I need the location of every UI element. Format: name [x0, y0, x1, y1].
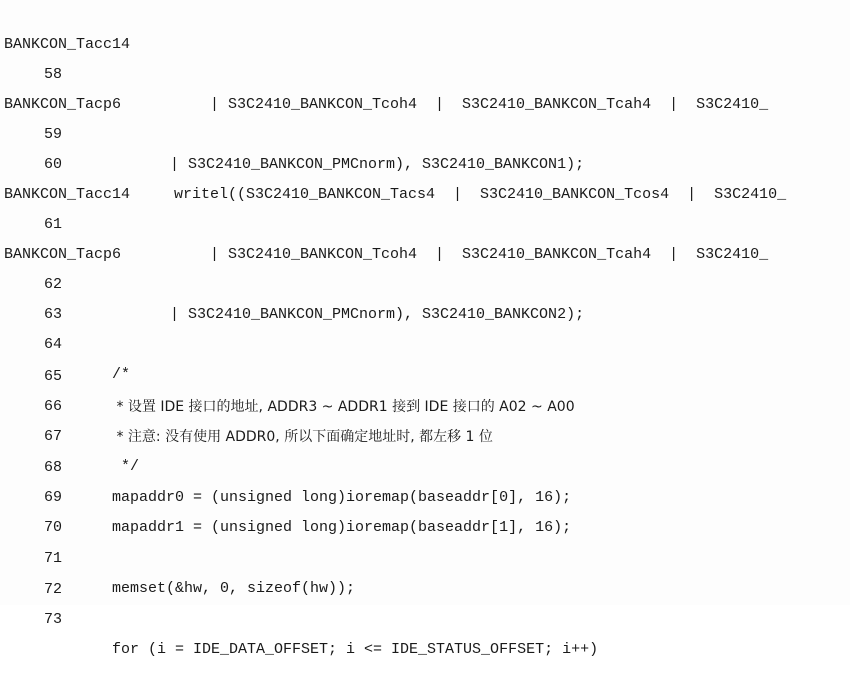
wrapped-text: BANKCON_Tacc14 [4, 186, 131, 203]
code-text: */ [112, 458, 140, 475]
line-number: 59 [44, 126, 63, 143]
line-number: 65 [44, 368, 63, 385]
line-number: 70 [44, 519, 63, 536]
comment-text: * 设置 IDE 接口的地址, ADDR3 ~ ADDR1 接到 IDE 接口的 A02 ~ A00 [112, 399, 575, 415]
code-text: memset(&hw, 0, sizeof(hw)); [112, 580, 356, 597]
line-number: 60 [44, 156, 63, 173]
comment-text: * 注意: 没有使用 ADDR0, 所以下面确定地址时, 都左移 1 位 [112, 429, 493, 445]
code-text: | S3C2410_BANKCON_PMCnorm), S3C2410_BANKCON1); [170, 156, 585, 173]
code-text: | S3C2410_BANKCON_Tcoh4 | S3C2410_BANKCON_Tcah4 | S3C2410_ [210, 246, 769, 263]
code-text: mapaddr1 = (unsigned long)ioremap(baseaddr[1], 16); [112, 519, 572, 536]
line-number: 62 [44, 276, 63, 293]
line-number: 66 [44, 398, 63, 415]
line-number: 58 [44, 66, 63, 83]
code-text: | S3C2410_BANKCON_PMCnorm), S3C2410_BANKCON2); [170, 306, 585, 323]
line-number: 72 [44, 581, 63, 598]
line-number: 67 [44, 428, 63, 445]
wrapped-text: BANKCON_Tacc14 [4, 36, 131, 53]
line-number: 68 [44, 459, 63, 476]
wrapped-text: BANKCON_Tacp6 [4, 246, 122, 263]
line-number: 64 [44, 336, 63, 353]
code-text: /* [112, 366, 131, 383]
wrapped-text: BANKCON_Tacp6 [4, 96, 122, 113]
code-text: for (i = IDE_DATA_OFFSET; i <= IDE_STATUS_OFFSET; i++) [112, 641, 599, 658]
line-number: 73 [44, 611, 63, 628]
line-number: 63 [44, 306, 63, 323]
line-number: 69 [44, 489, 63, 506]
code-line-73 [0, 575, 850, 658]
code-text: mapaddr0 = (unsigned long)ioremap(baseaddr[0], 16); [112, 489, 572, 506]
code-text: writel((S3C2410_BANKCON_Tacs4 | S3C2410_BANKCON_Tcos4 | S3C2410_ [174, 186, 787, 203]
line-number: 61 [44, 216, 63, 233]
line-number: 71 [44, 550, 63, 567]
code-text: | S3C2410_BANKCON_Tcoh4 | S3C2410_BANKCON_Tcah4 | S3C2410_ [210, 96, 769, 113]
code-line-wrap [0, 0, 850, 53]
